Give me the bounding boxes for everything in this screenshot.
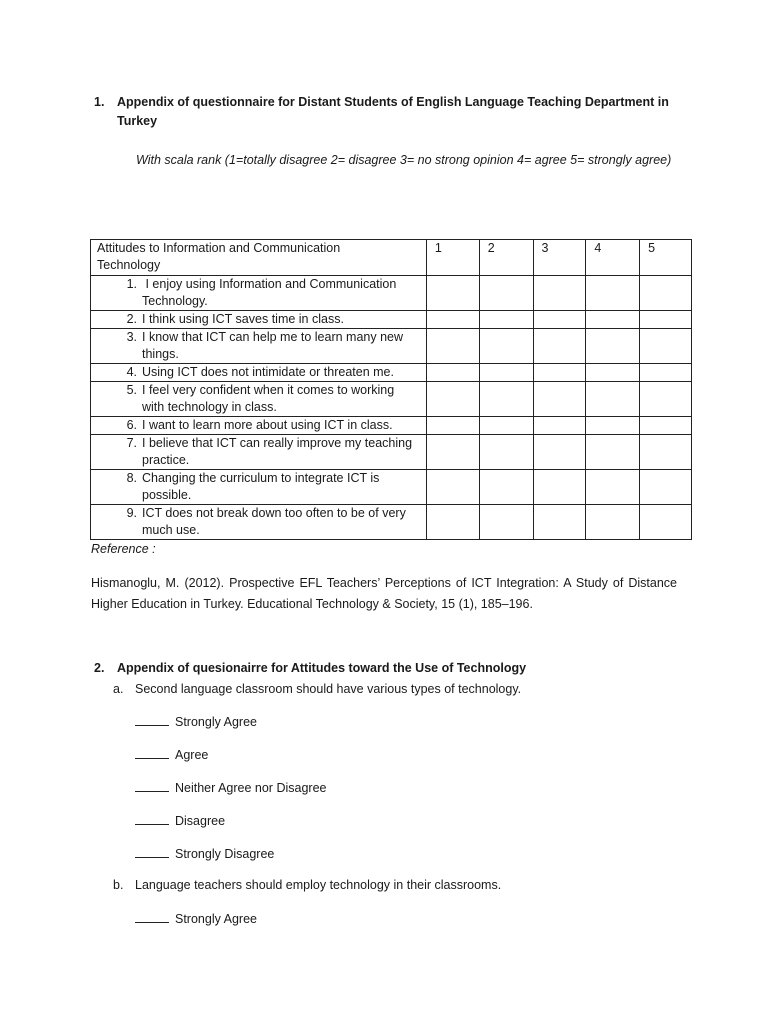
column-header-2: 2 (479, 240, 533, 276)
table-row (91, 382, 692, 417)
item-text-line-2: possible. (142, 488, 192, 502)
item-cell (91, 505, 427, 540)
question-b-label: b. (113, 878, 124, 892)
table-row (91, 364, 692, 382)
section-2-title (94, 659, 674, 678)
rating-cell-4[interactable] (586, 382, 640, 417)
item-text-line-2: with technology in class. (142, 400, 277, 414)
rating-cell-3[interactable] (533, 417, 586, 435)
item-number: 6. (126, 418, 137, 432)
item-number: 3. (126, 330, 137, 344)
rating-cell-2[interactable] (479, 329, 533, 364)
rating-cell-5[interactable] (640, 276, 692, 311)
rating-cell-5[interactable] (640, 435, 692, 470)
rating-cell-5[interactable] (640, 470, 692, 505)
rating-cell-1[interactable] (426, 364, 479, 382)
rating-cell-5[interactable] (640, 311, 692, 329)
option-label: Disagree (175, 814, 226, 828)
table-row (91, 311, 692, 329)
answer-blank[interactable] (135, 780, 169, 792)
item-number: 4. (126, 365, 137, 379)
section-1-title-line-1: Appendix of questionnaire for Distant Students of English Language Teaching Department in (117, 95, 669, 109)
rating-cell-2[interactable] (479, 470, 533, 505)
item-number: 8. (126, 471, 137, 485)
question-a-option[interactable] (135, 813, 225, 828)
rating-cell-4[interactable] (586, 470, 640, 505)
table-header-line-1: Attitudes to Information and Communication (97, 241, 341, 255)
item-text-line-1: I know that ICT can help me to learn many new (142, 330, 404, 344)
reference-label: Reference : (91, 542, 156, 556)
item-number: 7. (126, 436, 137, 450)
question-b-text: Language teachers should employ technology in their classrooms. (135, 878, 502, 892)
item-cell (91, 364, 427, 382)
option-label: Strongly Agree (175, 912, 257, 926)
question-a-label: a. (113, 682, 124, 696)
rating-cell-1[interactable] (426, 417, 479, 435)
column-header-1: 1 (426, 240, 479, 276)
rating-cell-5[interactable] (640, 417, 692, 435)
question-a-text: Second language classroom should have various types of technology. (135, 682, 522, 696)
table-header-line-2: Technology (97, 258, 161, 272)
question-b-option[interactable] (135, 911, 257, 926)
item-number: 9. (126, 506, 137, 520)
item-text-line-2: much use. (142, 523, 200, 537)
option-label: Strongly Agree (175, 715, 257, 729)
question-a-option[interactable] (135, 714, 257, 729)
question-a-option[interactable] (135, 747, 208, 762)
answer-blank[interactable] (135, 813, 169, 825)
section-2-title-text: Appendix of quesionairre for Attitudes toward the Use of Technology (117, 661, 527, 675)
item-text-line-1: Changing the curriculum to integrate ICT is (142, 471, 380, 485)
section-1-title-line-2: Turkey (117, 114, 158, 128)
table-row (91, 505, 692, 540)
item-cell (91, 417, 427, 435)
item-text-line-1: I enjoy using Information and Communication (142, 277, 397, 291)
rating-cell-5[interactable] (640, 382, 692, 417)
rating-cell-4[interactable] (586, 417, 640, 435)
reference-citation: Hismanoglu, M. (2012). Prospective EFL Teachers’ Perceptions of ICT Integration: A Study of Distance Higher Education in Turkey. Educational Technology & Society, 15 (1), 185–196. (91, 576, 677, 611)
section-1-title (94, 93, 674, 131)
rating-cell-3[interactable] (533, 329, 586, 364)
ict-attitude-table (90, 239, 692, 540)
item-text-line-2: practice. (142, 453, 190, 467)
answer-blank[interactable] (135, 846, 169, 858)
item-cell (91, 470, 427, 505)
question-a-option[interactable] (135, 780, 326, 795)
rating-cell-4[interactable] (586, 329, 640, 364)
rating-cell-2[interactable] (479, 417, 533, 435)
rating-cell-4[interactable] (586, 276, 640, 311)
rating-cell-2[interactable] (479, 364, 533, 382)
rating-cell-1[interactable] (426, 382, 479, 417)
item-text-line-1: ICT does not break down too often to be of very (142, 506, 406, 520)
table-header-title (91, 240, 427, 276)
table-row (91, 276, 692, 311)
scale-description: With scala rank (1=totally disagree 2= disagree 3= no strong opinion 4= agree 5= strongly agree) (136, 153, 672, 167)
item-number: 5. (126, 383, 137, 397)
rating-cell-5[interactable] (640, 364, 692, 382)
option-label: Agree (175, 748, 209, 762)
rating-cell-1[interactable] (426, 470, 479, 505)
rating-cell-3[interactable] (533, 364, 586, 382)
rating-cell-3[interactable] (533, 470, 586, 505)
rating-cell-1[interactable] (426, 435, 479, 470)
rating-cell-4[interactable] (586, 505, 640, 540)
item-text-line-2: Technology. (142, 294, 208, 308)
section-1-number: 1. (94, 95, 105, 109)
rating-cell-1[interactable] (426, 311, 479, 329)
item-text-line-1: I believe that ICT can really improve my teaching (142, 436, 413, 450)
item-text-line-1: I want to learn more about using ICT in class. (142, 418, 393, 432)
item-number: 1. (126, 277, 137, 291)
item-text-line-2: things. (142, 347, 179, 361)
item-cell (91, 311, 427, 329)
option-label: Neither Agree nor Disagree (175, 781, 327, 795)
answer-blank[interactable] (135, 747, 169, 759)
item-cell (91, 382, 427, 417)
rating-cell-5[interactable] (640, 505, 692, 540)
rating-cell-3[interactable] (533, 505, 586, 540)
rating-cell-1[interactable] (426, 276, 479, 311)
rating-cell-1[interactable] (426, 505, 479, 540)
table-row (91, 417, 692, 435)
rating-cell-2[interactable] (479, 276, 533, 311)
table-row (91, 329, 692, 364)
column-header-5: 5 (640, 240, 692, 276)
answer-blank[interactable] (135, 911, 169, 923)
rating-cell-3[interactable] (533, 435, 586, 470)
answer-blank[interactable] (135, 714, 169, 726)
rating-cell-2[interactable] (479, 311, 533, 329)
section-2-number: 2. (94, 661, 105, 675)
rating-cell-3[interactable] (533, 382, 586, 417)
item-cell (91, 329, 427, 364)
item-text-line-1: Using ICT does not intimidate or threaten me. (142, 365, 394, 379)
rating-cell-2[interactable] (479, 505, 533, 540)
item-text-line-1: I feel very confident when it comes to working (142, 383, 395, 397)
table-row (91, 470, 692, 505)
rating-cell-4[interactable] (586, 311, 640, 329)
rating-cell-3[interactable] (533, 311, 586, 329)
rating-cell-4[interactable] (586, 435, 640, 470)
table-row (91, 435, 692, 470)
item-text-line-1: I think using ICT saves time in class. (142, 312, 344, 326)
item-cell (91, 435, 427, 470)
rating-cell-1[interactable] (426, 329, 479, 364)
rating-cell-3[interactable] (533, 276, 586, 311)
item-number: 2. (126, 312, 137, 326)
column-header-4: 4 (586, 240, 640, 276)
table-header-row (91, 240, 692, 276)
rating-cell-5[interactable] (640, 329, 692, 364)
rating-cell-2[interactable] (479, 435, 533, 470)
rating-cell-2[interactable] (479, 382, 533, 417)
item-cell (91, 276, 427, 311)
option-label: Strongly Disagree (175, 847, 275, 861)
rating-cell-4[interactable] (586, 364, 640, 382)
question-a-option[interactable] (135, 846, 274, 861)
column-header-3: 3 (533, 240, 586, 276)
